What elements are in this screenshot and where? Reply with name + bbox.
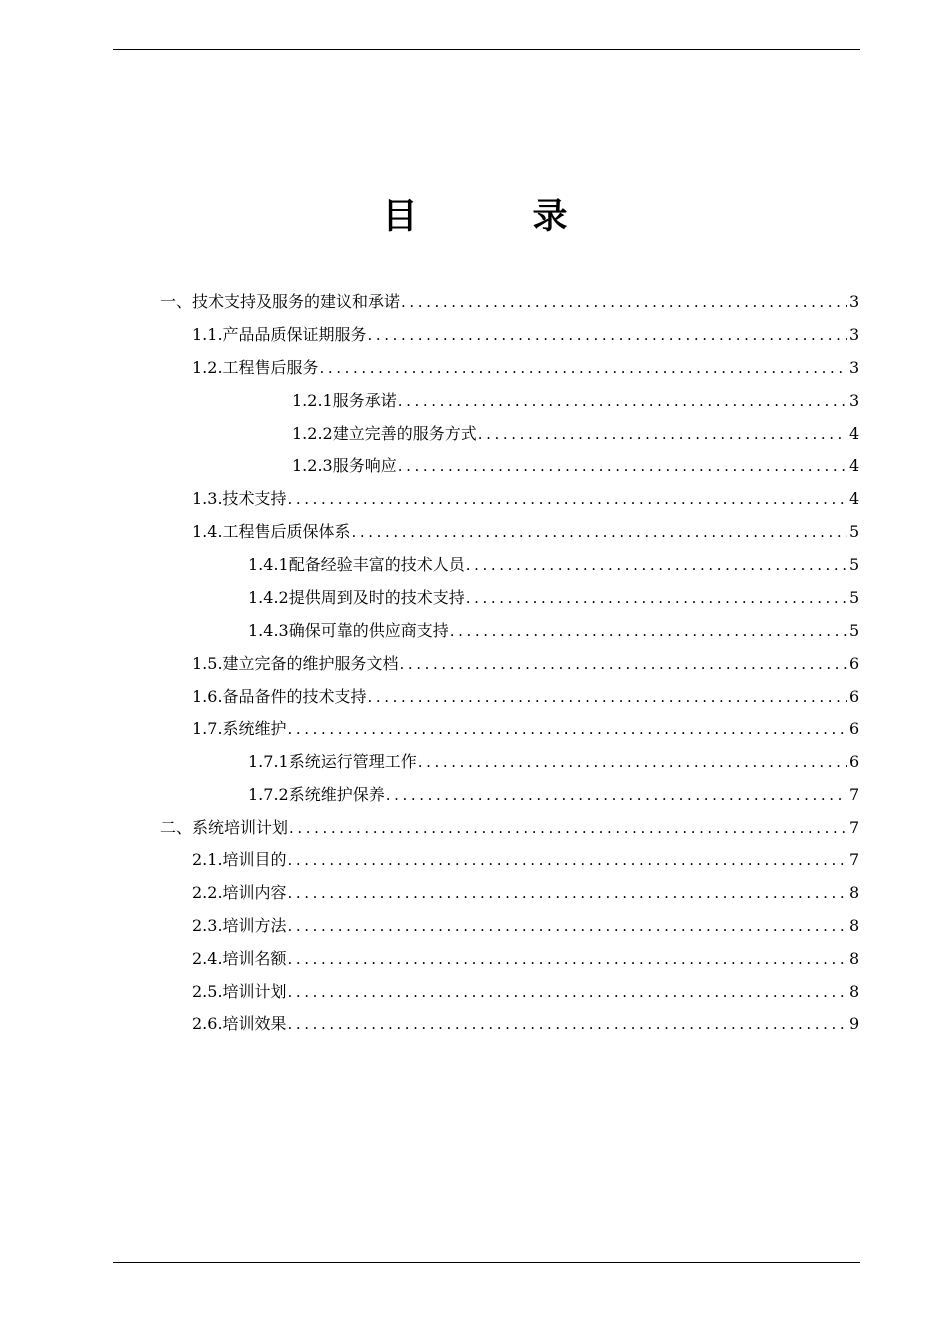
toc-entry-number: 2.5. [192, 982, 223, 1001]
toc-entry-label: 系统培训计划 [192, 818, 289, 837]
toc-entry[interactable] [192, 945, 859, 973]
toc-entry-label: 服务响应 [332, 456, 397, 475]
toc-entry-label: 建立完备的维护服务文档 [222, 654, 399, 673]
toc-entry-number: 1.2.2 [292, 424, 333, 443]
toc-entry-label: 系统运行管理工作 [288, 752, 417, 771]
toc-entry-label: 培训计划 [222, 982, 287, 1001]
toc-entry[interactable] [192, 1010, 859, 1038]
footer-rule [113, 1262, 860, 1263]
toc-entry-label: 配备经验丰富的技术人员 [288, 555, 465, 574]
toc-leader [352, 518, 847, 546]
toc-entry-label: 工程售后服务 [222, 358, 319, 377]
toc-entry-page: 3 [849, 358, 860, 377]
toc-entry-page: 3 [849, 391, 860, 410]
toc-leader [288, 1010, 847, 1038]
toc-leader [418, 748, 847, 776]
toc-entry-label: 技术支持 [222, 489, 287, 508]
toc-entry-label: 培训方法 [222, 916, 287, 935]
toc-leader [288, 912, 847, 940]
toc-entry-number: 一、 [160, 292, 193, 311]
toc-entry[interactable] [192, 683, 859, 711]
toc-entry[interactable] [248, 617, 859, 645]
toc-entry-page: 7 [849, 850, 860, 869]
toc-entry[interactable] [160, 288, 859, 316]
toc-leader [466, 551, 847, 579]
toc-entry-page: 7 [849, 818, 860, 837]
toc-leader [288, 978, 847, 1006]
toc-leader [288, 846, 847, 874]
toc-entry[interactable] [248, 584, 859, 612]
toc-entry-number: 2.3. [192, 916, 223, 935]
toc-entry-number: 1.4.1 [248, 555, 289, 574]
toc-entry-number: 1.2. [192, 358, 223, 377]
toc-leader [401, 288, 847, 316]
toc-entry-number: 1.4. [192, 522, 223, 541]
toc-entry[interactable] [292, 452, 859, 480]
toc-entry[interactable] [192, 912, 859, 940]
toc-entry-label: 培训内容 [222, 883, 287, 902]
toc-entry-page: 5 [849, 621, 860, 640]
toc-entry-number: 1.5. [192, 654, 223, 673]
toc-entry-label: 培训名额 [222, 949, 287, 968]
toc-entry-number: 1.7.2 [248, 785, 289, 804]
toc-entry-label: 系统维护 [222, 719, 287, 738]
toc-entry-number: 1.6. [192, 687, 223, 706]
toc-entry-number: 2.6. [192, 1014, 223, 1033]
toc-leader [478, 420, 847, 448]
toc-leader [288, 879, 847, 907]
toc-entry-page: 6 [849, 719, 860, 738]
toc-entry[interactable] [192, 650, 859, 678]
toc-entry[interactable] [248, 781, 859, 809]
toc-entry-page: 4 [849, 424, 860, 443]
toc-entry[interactable] [160, 814, 859, 842]
toc-leader [466, 584, 847, 612]
toc-entry-label: 产品品质保证期服务 [222, 325, 367, 344]
toc-entry-page: 6 [849, 654, 860, 673]
toc-entry-number: 1.2.3 [292, 456, 333, 475]
toc-entry-number: 1.2.1 [292, 391, 333, 410]
toc-entry[interactable] [192, 978, 859, 1006]
toc-entry-page: 3 [849, 325, 860, 344]
toc-entry-label: 培训效果 [222, 1014, 287, 1033]
toc-entry-page: 9 [849, 1014, 860, 1033]
toc-entry-page: 5 [849, 522, 860, 541]
toc-entry-label: 工程售后质保体系 [222, 522, 351, 541]
toc-entry-page: 8 [849, 916, 860, 935]
toc-entry-number: 二、 [160, 818, 193, 837]
toc-leader [398, 387, 847, 415]
toc-entry-label: 确保可靠的供应商支持 [288, 621, 449, 640]
toc-entry[interactable] [292, 420, 859, 448]
toc-entry-page: 8 [849, 949, 860, 968]
toc-entry-number: 1.4.2 [248, 588, 289, 607]
toc-entry-number: 1.7.1 [248, 752, 289, 771]
toc-entry-page: 4 [849, 489, 860, 508]
toc-entry-page: 5 [849, 555, 860, 574]
toc-leader [450, 617, 847, 645]
toc-leader [368, 683, 847, 711]
toc-entry-number: 1.7. [192, 719, 223, 738]
toc-title: 目 录 [382, 197, 608, 237]
toc-entry-label: 技术支持及服务的建议和承诺 [192, 292, 401, 311]
toc-entry-label: 备品备件的技术支持 [222, 687, 367, 706]
toc-entry-label: 服务承诺 [332, 391, 397, 410]
toc-entry-page: 6 [849, 752, 860, 771]
toc-leader [288, 715, 847, 743]
toc-entry-number: 2.1. [192, 850, 223, 869]
toc-entry-label: 系统维护保养 [288, 785, 385, 804]
toc-entry-page: 8 [849, 883, 860, 902]
toc-entry[interactable] [292, 387, 859, 415]
toc-entry-page: 7 [849, 785, 860, 804]
toc-entry-number: 1.3. [192, 489, 223, 508]
toc-leader [386, 781, 847, 809]
toc-entry-page: 3 [849, 292, 860, 311]
toc-leader [289, 814, 847, 842]
toc-entry[interactable] [192, 354, 859, 382]
toc-entry-label: 建立完善的服务方式 [332, 424, 477, 443]
toc-leader [400, 650, 847, 678]
toc-entry-label: 培训目的 [222, 850, 287, 869]
toc-entry-page: 5 [849, 588, 860, 607]
toc-entry[interactable] [192, 846, 859, 874]
toc-entry[interactable] [248, 748, 859, 776]
toc-entry[interactable] [192, 518, 859, 546]
toc-entry[interactable] [192, 715, 859, 743]
toc-entry-page: 6 [849, 687, 860, 706]
toc-entry-number: 1.1. [192, 325, 223, 344]
toc-entry[interactable] [248, 551, 859, 579]
toc-entry-page: 8 [849, 982, 860, 1001]
toc-entry[interactable] [192, 879, 859, 907]
toc-entry-number: 2.4. [192, 949, 223, 968]
toc-leader [288, 945, 847, 973]
toc-entry[interactable] [192, 485, 859, 513]
toc-entry[interactable] [192, 321, 859, 349]
toc-leader [288, 485, 847, 513]
toc-entry-page: 4 [849, 456, 860, 475]
toc-leader [368, 321, 847, 349]
toc-entry-number: 1.4.3 [248, 621, 289, 640]
header-rule [113, 49, 860, 50]
toc-entry-label: 提供周到及时的技术支持 [288, 588, 465, 607]
toc-entry-number: 2.2. [192, 883, 223, 902]
toc-leader [320, 354, 847, 382]
toc-leader [398, 452, 847, 480]
